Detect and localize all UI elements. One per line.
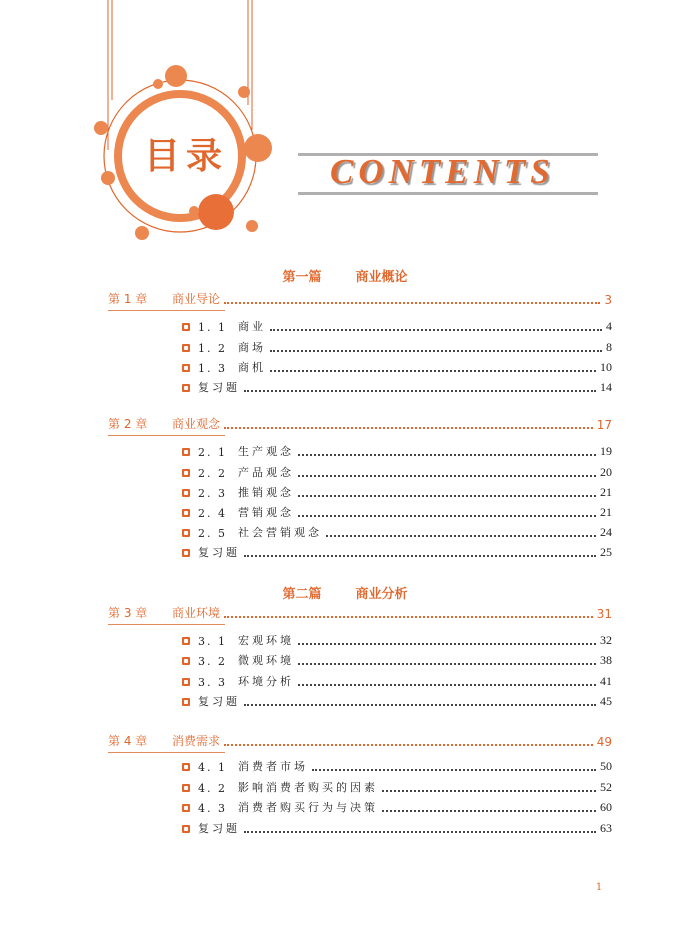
toc-entry[interactable] bbox=[182, 777, 612, 795]
header-decoration bbox=[0, 0, 690, 250]
dot-leader bbox=[244, 831, 596, 833]
dot-leader bbox=[224, 302, 600, 304]
part-number: 第一篇 bbox=[282, 270, 322, 285]
contents-header bbox=[0, 0, 690, 250]
entry-label: 商场 bbox=[238, 341, 266, 354]
chapter-name: 商业导论 bbox=[172, 292, 221, 306]
dot-leader bbox=[298, 643, 596, 645]
toc-entry[interactable] bbox=[182, 671, 612, 689]
chapter-underline bbox=[108, 435, 225, 436]
dot-leader bbox=[382, 790, 596, 792]
chapter-row[interactable] bbox=[108, 603, 612, 621]
entry-page: 10 bbox=[600, 360, 612, 374]
entry-number: 1. 1 bbox=[198, 321, 227, 334]
dot-leader bbox=[298, 663, 596, 665]
entry-number: 2. 3 bbox=[198, 487, 227, 500]
entry-number: 3. 3 bbox=[198, 676, 227, 689]
chapter-row[interactable] bbox=[108, 289, 612, 307]
entry-label: 商机 bbox=[238, 361, 266, 374]
chapter-row[interactable] bbox=[108, 414, 612, 432]
entry-label: 营销观念 bbox=[238, 506, 294, 519]
toc-entry[interactable] bbox=[182, 462, 612, 480]
contents-title-en: CONTENTS bbox=[330, 152, 555, 191]
dot-leader bbox=[298, 475, 596, 477]
toc-entry[interactable] bbox=[182, 756, 612, 774]
entry-label: 消费者购买行为与决策 bbox=[238, 801, 378, 814]
entry-page: 21 bbox=[600, 505, 612, 519]
bullet-icon bbox=[182, 678, 190, 686]
chapter-page: 17 bbox=[596, 418, 612, 432]
bullet-icon bbox=[182, 323, 190, 331]
bullet-icon bbox=[182, 549, 190, 557]
entry-label: 社会营销观念 bbox=[238, 526, 322, 539]
bullet-icon bbox=[182, 698, 190, 706]
bullet-icon bbox=[182, 489, 190, 497]
toc-entry[interactable] bbox=[182, 818, 612, 836]
entry-label: 复习题 bbox=[198, 546, 240, 559]
entry-number: 3. 1 bbox=[198, 635, 227, 648]
toc-entry[interactable] bbox=[182, 337, 612, 355]
dot-leader bbox=[298, 684, 596, 686]
toc-entry[interactable] bbox=[182, 482, 612, 500]
bullet-icon bbox=[182, 784, 190, 792]
dot-leader bbox=[298, 495, 596, 497]
contents-title-cn: 目录 bbox=[143, 136, 228, 177]
entry-number: 2. 1 bbox=[198, 446, 227, 459]
dot-leader bbox=[270, 370, 596, 372]
entry-number: 4. 2 bbox=[198, 782, 227, 795]
toc-entry[interactable] bbox=[182, 691, 612, 709]
toc-entry[interactable] bbox=[182, 502, 612, 520]
toc-entry[interactable] bbox=[182, 797, 612, 815]
entry-number: 1. 2 bbox=[198, 342, 227, 355]
toc-entry[interactable] bbox=[182, 316, 612, 334]
entry-label: 消费者市场 bbox=[238, 760, 308, 773]
part-title bbox=[0, 266, 690, 285]
dot-leader bbox=[270, 350, 602, 352]
entry-page: 4 bbox=[606, 319, 612, 333]
bullet-icon bbox=[182, 763, 190, 771]
bullet-icon bbox=[182, 825, 190, 833]
bullet-icon bbox=[182, 509, 190, 517]
bullet-icon bbox=[182, 529, 190, 537]
entry-label: 生产观念 bbox=[238, 445, 294, 458]
entry-page: 25 bbox=[600, 545, 612, 559]
bullet-icon bbox=[182, 469, 190, 477]
entry-number: 2. 5 bbox=[198, 527, 227, 540]
chapter-number: 第 4 章 bbox=[108, 734, 148, 748]
entry-page: 24 bbox=[600, 525, 612, 539]
dot-leader bbox=[298, 454, 596, 456]
part-number: 第二篇 bbox=[282, 587, 322, 602]
entry-label: 影响消费者购买的因素 bbox=[238, 781, 378, 794]
part-name: 商业分析 bbox=[355, 587, 408, 602]
dot-leader bbox=[244, 555, 596, 557]
entry-number: 2. 4 bbox=[198, 507, 227, 520]
entry-label: 推销观念 bbox=[238, 486, 294, 499]
part-title bbox=[0, 583, 690, 602]
chapter-name: 消费需求 bbox=[172, 734, 221, 748]
entry-page: 45 bbox=[600, 694, 612, 708]
entry-label: 复习题 bbox=[198, 822, 240, 835]
toc-entry[interactable] bbox=[182, 522, 612, 540]
chapter-underline bbox=[108, 752, 225, 753]
entry-page: 14 bbox=[600, 380, 612, 394]
entry-label: 环境分析 bbox=[238, 675, 294, 688]
entry-page: 52 bbox=[600, 780, 612, 794]
bullet-icon bbox=[182, 344, 190, 352]
bullet-icon bbox=[182, 364, 190, 372]
entry-page: 19 bbox=[600, 444, 612, 458]
bullet-icon bbox=[182, 384, 190, 392]
entry-label: 产品观念 bbox=[238, 466, 294, 479]
entry-label: 复习题 bbox=[198, 381, 240, 394]
page-number: 1 bbox=[595, 882, 603, 893]
chapter-underline bbox=[108, 624, 225, 625]
entry-label: 宏观环境 bbox=[238, 634, 294, 647]
entry-page: 41 bbox=[600, 674, 612, 688]
entry-page: 60 bbox=[600, 800, 612, 814]
chapter-row[interactable] bbox=[108, 731, 612, 749]
bullet-icon bbox=[182, 657, 190, 665]
entry-page: 20 bbox=[600, 465, 612, 479]
chapter-name: 商业观念 bbox=[172, 417, 221, 431]
entry-page: 63 bbox=[600, 821, 612, 835]
chapter-page: 3 bbox=[604, 293, 612, 307]
entry-number: 4. 1 bbox=[198, 761, 227, 774]
dot-leader bbox=[224, 427, 593, 429]
dot-leader bbox=[224, 744, 593, 746]
bullet-icon bbox=[182, 448, 190, 456]
chapter-underline bbox=[108, 310, 225, 311]
entry-page: 32 bbox=[600, 633, 612, 647]
dot-leader bbox=[224, 616, 593, 618]
dot-leader bbox=[382, 810, 596, 812]
bullet-icon bbox=[182, 804, 190, 812]
entry-page: 21 bbox=[600, 485, 612, 499]
dot-leader bbox=[326, 535, 596, 537]
entry-number: 2. 2 bbox=[198, 467, 227, 480]
toc-entry[interactable] bbox=[182, 357, 612, 375]
entry-number: 3. 2 bbox=[198, 655, 227, 668]
entry-number: 1. 3 bbox=[198, 362, 227, 375]
chapter-number: 第 3 章 bbox=[108, 606, 148, 620]
entry-page: 38 bbox=[600, 653, 612, 667]
entry-page: 50 bbox=[600, 759, 612, 773]
chapter-page: 31 bbox=[596, 607, 612, 621]
chapter-number: 第 1 章 bbox=[108, 292, 148, 306]
dot-leader bbox=[298, 515, 596, 517]
chapter-page: 49 bbox=[596, 735, 612, 749]
toc-entry[interactable] bbox=[182, 441, 612, 459]
toc-entry[interactable] bbox=[182, 542, 612, 560]
entry-label: 商业 bbox=[238, 320, 266, 333]
entry-label: 复习题 bbox=[198, 695, 240, 708]
part-name: 商业概论 bbox=[355, 270, 408, 285]
entry-label: 微观环境 bbox=[238, 654, 294, 667]
dot-leader bbox=[270, 329, 602, 331]
toc-entry[interactable] bbox=[182, 650, 612, 668]
chapter-number: 第 2 章 bbox=[108, 417, 148, 431]
dot-leader bbox=[312, 769, 596, 771]
entry-number: 4. 3 bbox=[198, 802, 227, 815]
bullet-icon bbox=[182, 637, 190, 645]
dot-leader bbox=[244, 704, 596, 706]
toc-entry[interactable] bbox=[182, 630, 612, 648]
chapter-name: 商业环境 bbox=[172, 606, 221, 620]
entry-page: 8 bbox=[606, 340, 612, 354]
toc-entry[interactable] bbox=[182, 377, 612, 395]
dot-leader bbox=[244, 390, 596, 392]
